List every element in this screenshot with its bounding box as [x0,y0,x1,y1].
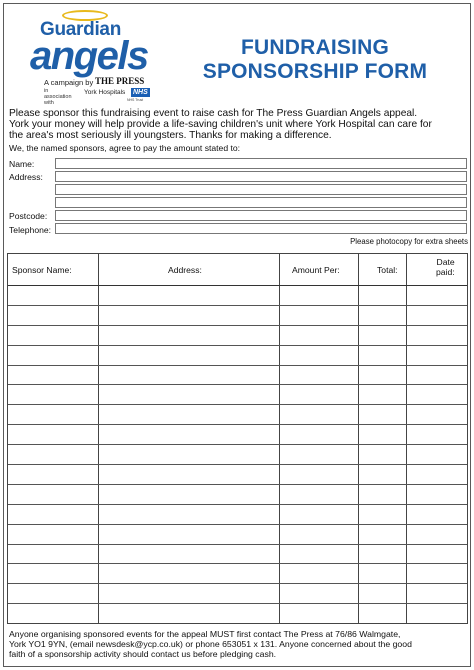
table-row[interactable] [8,444,467,445]
address-field-line-3[interactable] [55,197,467,208]
table-row[interactable] [8,404,467,405]
name-field[interactable] [55,158,467,169]
logo-nhs-trust: NHS Trust [127,98,144,102]
intro-paragraph [9,108,469,141]
header-amount-per: Amount Per: [292,265,340,275]
header-date-paid [436,257,455,277]
intro-line-1: Please sponsor this fundraising event to raise cash for The Press Guardian Angels appeal. [9,108,418,119]
table-row[interactable] [8,325,467,326]
logo-the-press: THE PRESS [95,76,145,86]
header-divider [8,285,467,286]
name-label: Name: [9,159,35,169]
column-divider [98,254,99,623]
address-label: Address: [9,172,43,182]
table-row[interactable] [8,603,467,604]
photocopy-note: Please photocopy for extra sheets [350,237,468,246]
telephone-field[interactable] [55,223,467,234]
table-row[interactable] [8,583,467,584]
header-total: Total: [377,265,398,275]
table-row[interactable] [8,365,467,366]
column-divider [406,254,407,623]
intro-line-3: the area's most seriously ill youngsters. Thanks for making a difference. [9,130,332,141]
address-field-line-2[interactable] [55,184,467,195]
table-row[interactable] [8,544,467,545]
postcode-label: Postcode: [9,211,48,221]
table-row[interactable] [8,563,467,564]
column-divider [279,254,280,623]
footer-line-3: faith of a sponsorship activity should contact us before pledging cash. [9,649,277,659]
table-row[interactable] [8,524,467,525]
title-line-2: SPONSORSHIP FORM [202,60,428,83]
table-row[interactable] [8,345,467,346]
header-date-paid-line-1: Date [436,257,455,267]
table-row[interactable] [8,484,467,485]
footer-line-2: York YO1 9YN, (email newsdesk@ycp.co.uk) or phone 653051 x 131. Anyone concerned about the good [9,639,412,649]
header-address: Address: [168,265,202,275]
table-row[interactable] [8,464,467,465]
nhs-badge: NHS [133,89,148,96]
logo-in-association: in association with [44,88,72,106]
address-field-line-1[interactable] [55,171,467,182]
logo-campaign-by: A campaign by [44,78,94,87]
postcode-field[interactable] [55,210,467,221]
form-title [180,36,450,84]
telephone-label: Telephone: [9,225,52,235]
table-row[interactable] [8,384,467,385]
intro-line-2: York your money will help provide a life-saving children's unit where York Hospital can care for [9,119,432,130]
table-row[interactable] [8,305,467,306]
logo-angels-text: angels [30,34,148,78]
footer-notice [9,629,469,659]
guardian-angels-logo [10,10,160,106]
pledge-statement: We, the named sponsors, agree to pay the amount stated to: [9,143,241,153]
sponsor-table [7,253,468,624]
table-row[interactable] [8,504,467,505]
header-date-paid-line-2: paid: [436,267,455,277]
table-row[interactable] [8,424,467,425]
logo-guardian-text: Guardian [40,19,122,40]
column-divider [358,254,359,623]
footer-line-1: Anyone organising sponsored events for the appeal MUST first contact The Press at 76/86 Walmgate, [9,629,401,639]
title-line-1: FUNDRAISING [240,36,390,59]
header-sponsor-name: Sponsor Name: [12,265,72,275]
logo-york-hospitals: York Hospitals [84,89,126,96]
